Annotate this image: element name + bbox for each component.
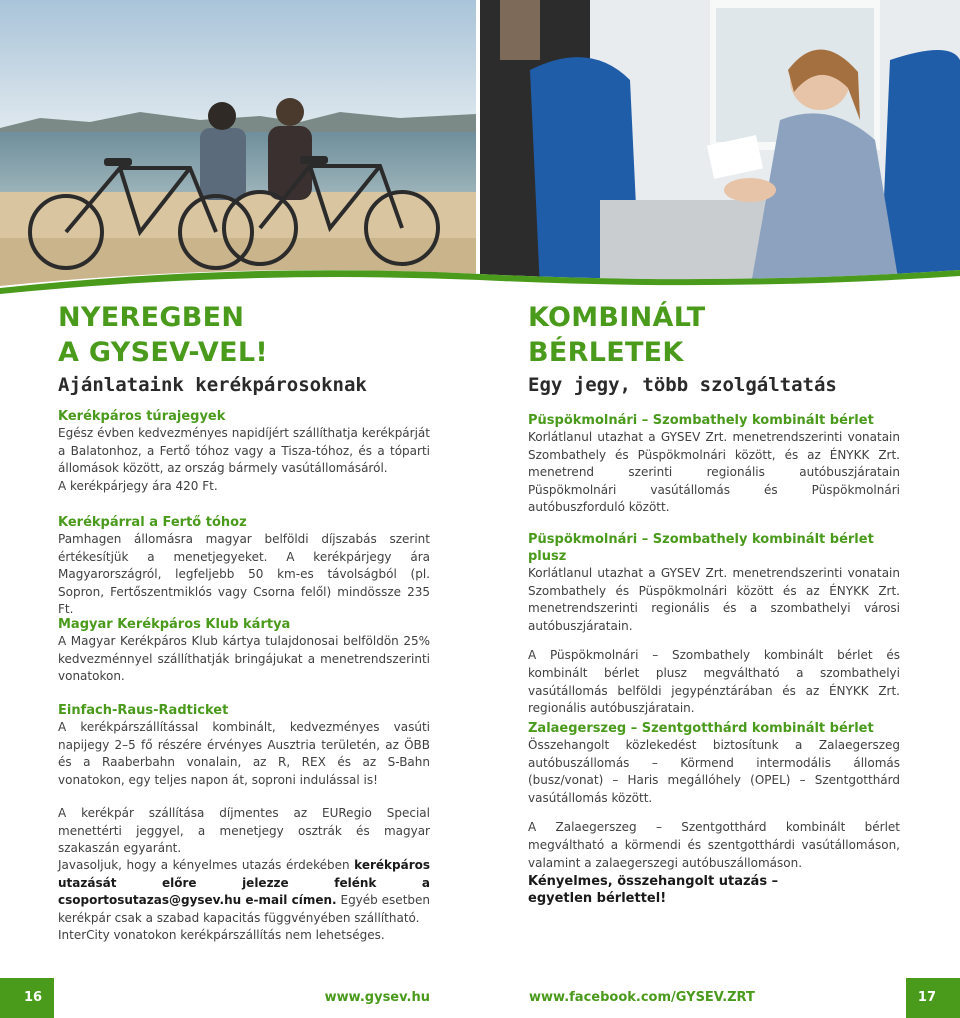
page-number-box-left — [0, 978, 54, 1018]
section-paragraph: Korlátlanul utazhat a GYSEV Zrt. menetrendszerinti vonatain Szombathely és Püspökmolnári között és az ÉNYKK Zrt. menetrendszerinti regionális és a szombathelyi városi autóbuszjáratain. — [528, 566, 900, 633]
website-link[interactable]: www.gysev.hu — [324, 990, 430, 1005]
right-column — [528, 300, 900, 906]
intercity-note: InterCity vonatokon kerékpárszállítás nem lehetséges. — [58, 928, 385, 943]
right-subtitle: Egy jegy, több szolgáltatás — [528, 374, 837, 396]
section-paragraph: A Püspökmolnári – Szombathely kombinált bérlet és kombinált bérlet plusz megváltható a szombathelyi vasútállomás belföldi jegypénztárában és az ÉNYKK Zrt. regionális autóbuszjáratain. — [528, 648, 900, 716]
facebook-link[interactable]: www.facebook.com/GYSEV.ZRT — [529, 990, 755, 1005]
section-paragraph: Pamhagen állomásra magyar belföldi díjszabás szerint értékesítjük a menetjegyeket. A kerékpárjegy ára Magyarországról, legfeljebb 50 km-es távolságból (pl. Sopron, Fertőszentmiklós vagy Csorna felől) mindössze 235 Ft. — [58, 532, 430, 617]
section-heading: Kerékpárral a Fertő tóhoz — [58, 515, 247, 530]
advice-text-end: Egyéb esetben kerékpár csak a szabad kapacitás függvényében szállítható. — [58, 893, 430, 925]
closing-line1: Kényelmes, összehangolt utazás – — [528, 874, 779, 889]
euregio-paragraph: A kerékpár szállítása díjmentes az EURegio Special menettérti jeggyel, a menetjegy osztrák és magyar szakaszán egyaránt. — [58, 806, 430, 856]
section-paragraph: A kerékpárjegy ára 420 Ft. — [58, 478, 218, 493]
section-heading: Kerékpáros túrajegyek — [58, 409, 226, 424]
section-zalaegerszeg-pass — [528, 720, 900, 872]
left-title-line2: A GYSEV-VEL! — [58, 337, 268, 368]
closing-line2: egyetlen bérlettel! — [528, 891, 667, 906]
section-paragraph: A Magyar Kerékpáros Klub kártya tulajdonosai belföldön 25% kedvezménnyel szállíthatják bringájukat a menetrendszerinti vonatokon. — [58, 634, 430, 684]
right-title-line1: KOMBINÁLT — [528, 302, 706, 333]
left-title-line1: NYEREGBEN — [58, 302, 245, 333]
advice-text-start: Javasoljuk, hogy a kényelmes utazás érdekében — [58, 858, 355, 872]
right-title-line2: BÉRLETEK — [528, 337, 684, 368]
page-number-box-right — [906, 978, 960, 1018]
advice-contact-email[interactable]: kerékpáros utazását előre jelezze felénk a csoportosutazas@gysev.hu e-mail címen. — [58, 858, 430, 908]
left-column — [58, 300, 430, 943]
section-heading: Püspökmolnári – Szombathely kombinált bérlet plusz — [528, 532, 874, 564]
section-puspokmolnari-pass-plus — [528, 531, 900, 718]
section-paragraph: Összehangolt közlekedést biztosítunk a Zalaegerszeg autóbuszállomás – Körmend intermodális állomás (busz/vonat) – Haris megállóhely (OPEL) – Szentgotthárd vasútállomás között. — [528, 738, 900, 805]
section-puspokmolnari-pass — [528, 412, 900, 517]
section-bike-to-ferto-lake — [58, 514, 430, 619]
section-einfach-raus-radticket — [58, 702, 430, 789]
section-heading: Zalaegerszeg – Szentgotthárd kombinált bérlet — [528, 721, 874, 736]
section-heading: Einfach-Raus-Radticket — [58, 703, 229, 718]
train-passenger-photo — [480, 0, 960, 290]
green-wave-divider — [0, 248, 960, 308]
left-subtitle: Ajánlataink kerékpárosoknak — [58, 374, 367, 396]
right-page-title — [528, 300, 900, 370]
bicycles-beach-photo — [0, 0, 476, 290]
section-heading: Püspökmolnári – Szombathely kombinált bérlet — [528, 413, 874, 428]
section-paragraph: A kerékpárszállítással kombinált, kedvezményes vasúti napijegy 2–5 fő részére érvényes Ausztria területén, az ÖBB és a Raaberbahn vonalain, az R, REX és az S-Bahn vonatokon, egy teljes napon át, soproni indulással is! — [58, 720, 430, 787]
section-paragraph: Egész évben kedvezményes napidíjért szállíthatja kerékpárját a Balatonhoz, a Fertő tóhoz vagy a Tisza-tóhoz, és a tóparti állomások között, az ország bármely vasútállomásáról. — [58, 426, 430, 476]
section-heading: Magyar Kerékpáros Klub kártya — [58, 617, 291, 632]
page-number-left: 16 — [24, 990, 43, 1005]
section-cycling-club-card — [58, 616, 430, 686]
page-number-right: 17 — [917, 990, 936, 1005]
section-paragraph: Korlátlanul utazhat a GYSEV Zrt. menetrendszerinti vonatain Szombathely és Püspökmolnári között, és az ÉNYKK Zrt. menetrend szerinti regionális autóbuszjáratain Püspökmolnári vasútállomás és Püspökmolnári autóbuszforduló között. — [528, 430, 900, 515]
euregio-note — [58, 805, 430, 858]
closing-slogan — [528, 873, 900, 907]
section-bike-tour-tickets — [58, 408, 430, 495]
page-footer — [0, 978, 960, 1018]
advice-paragraph — [58, 857, 430, 927]
advice-block — [58, 857, 430, 945]
section-paragraph: A Zalaegerszeg – Szentgotthárd kombinált bérlet megváltható a körmendi és szentgotthárdi vasútállomáson, valamint a zalaegerszegi autóbuszállomáson. — [528, 820, 900, 870]
left-page-title — [58, 300, 430, 370]
